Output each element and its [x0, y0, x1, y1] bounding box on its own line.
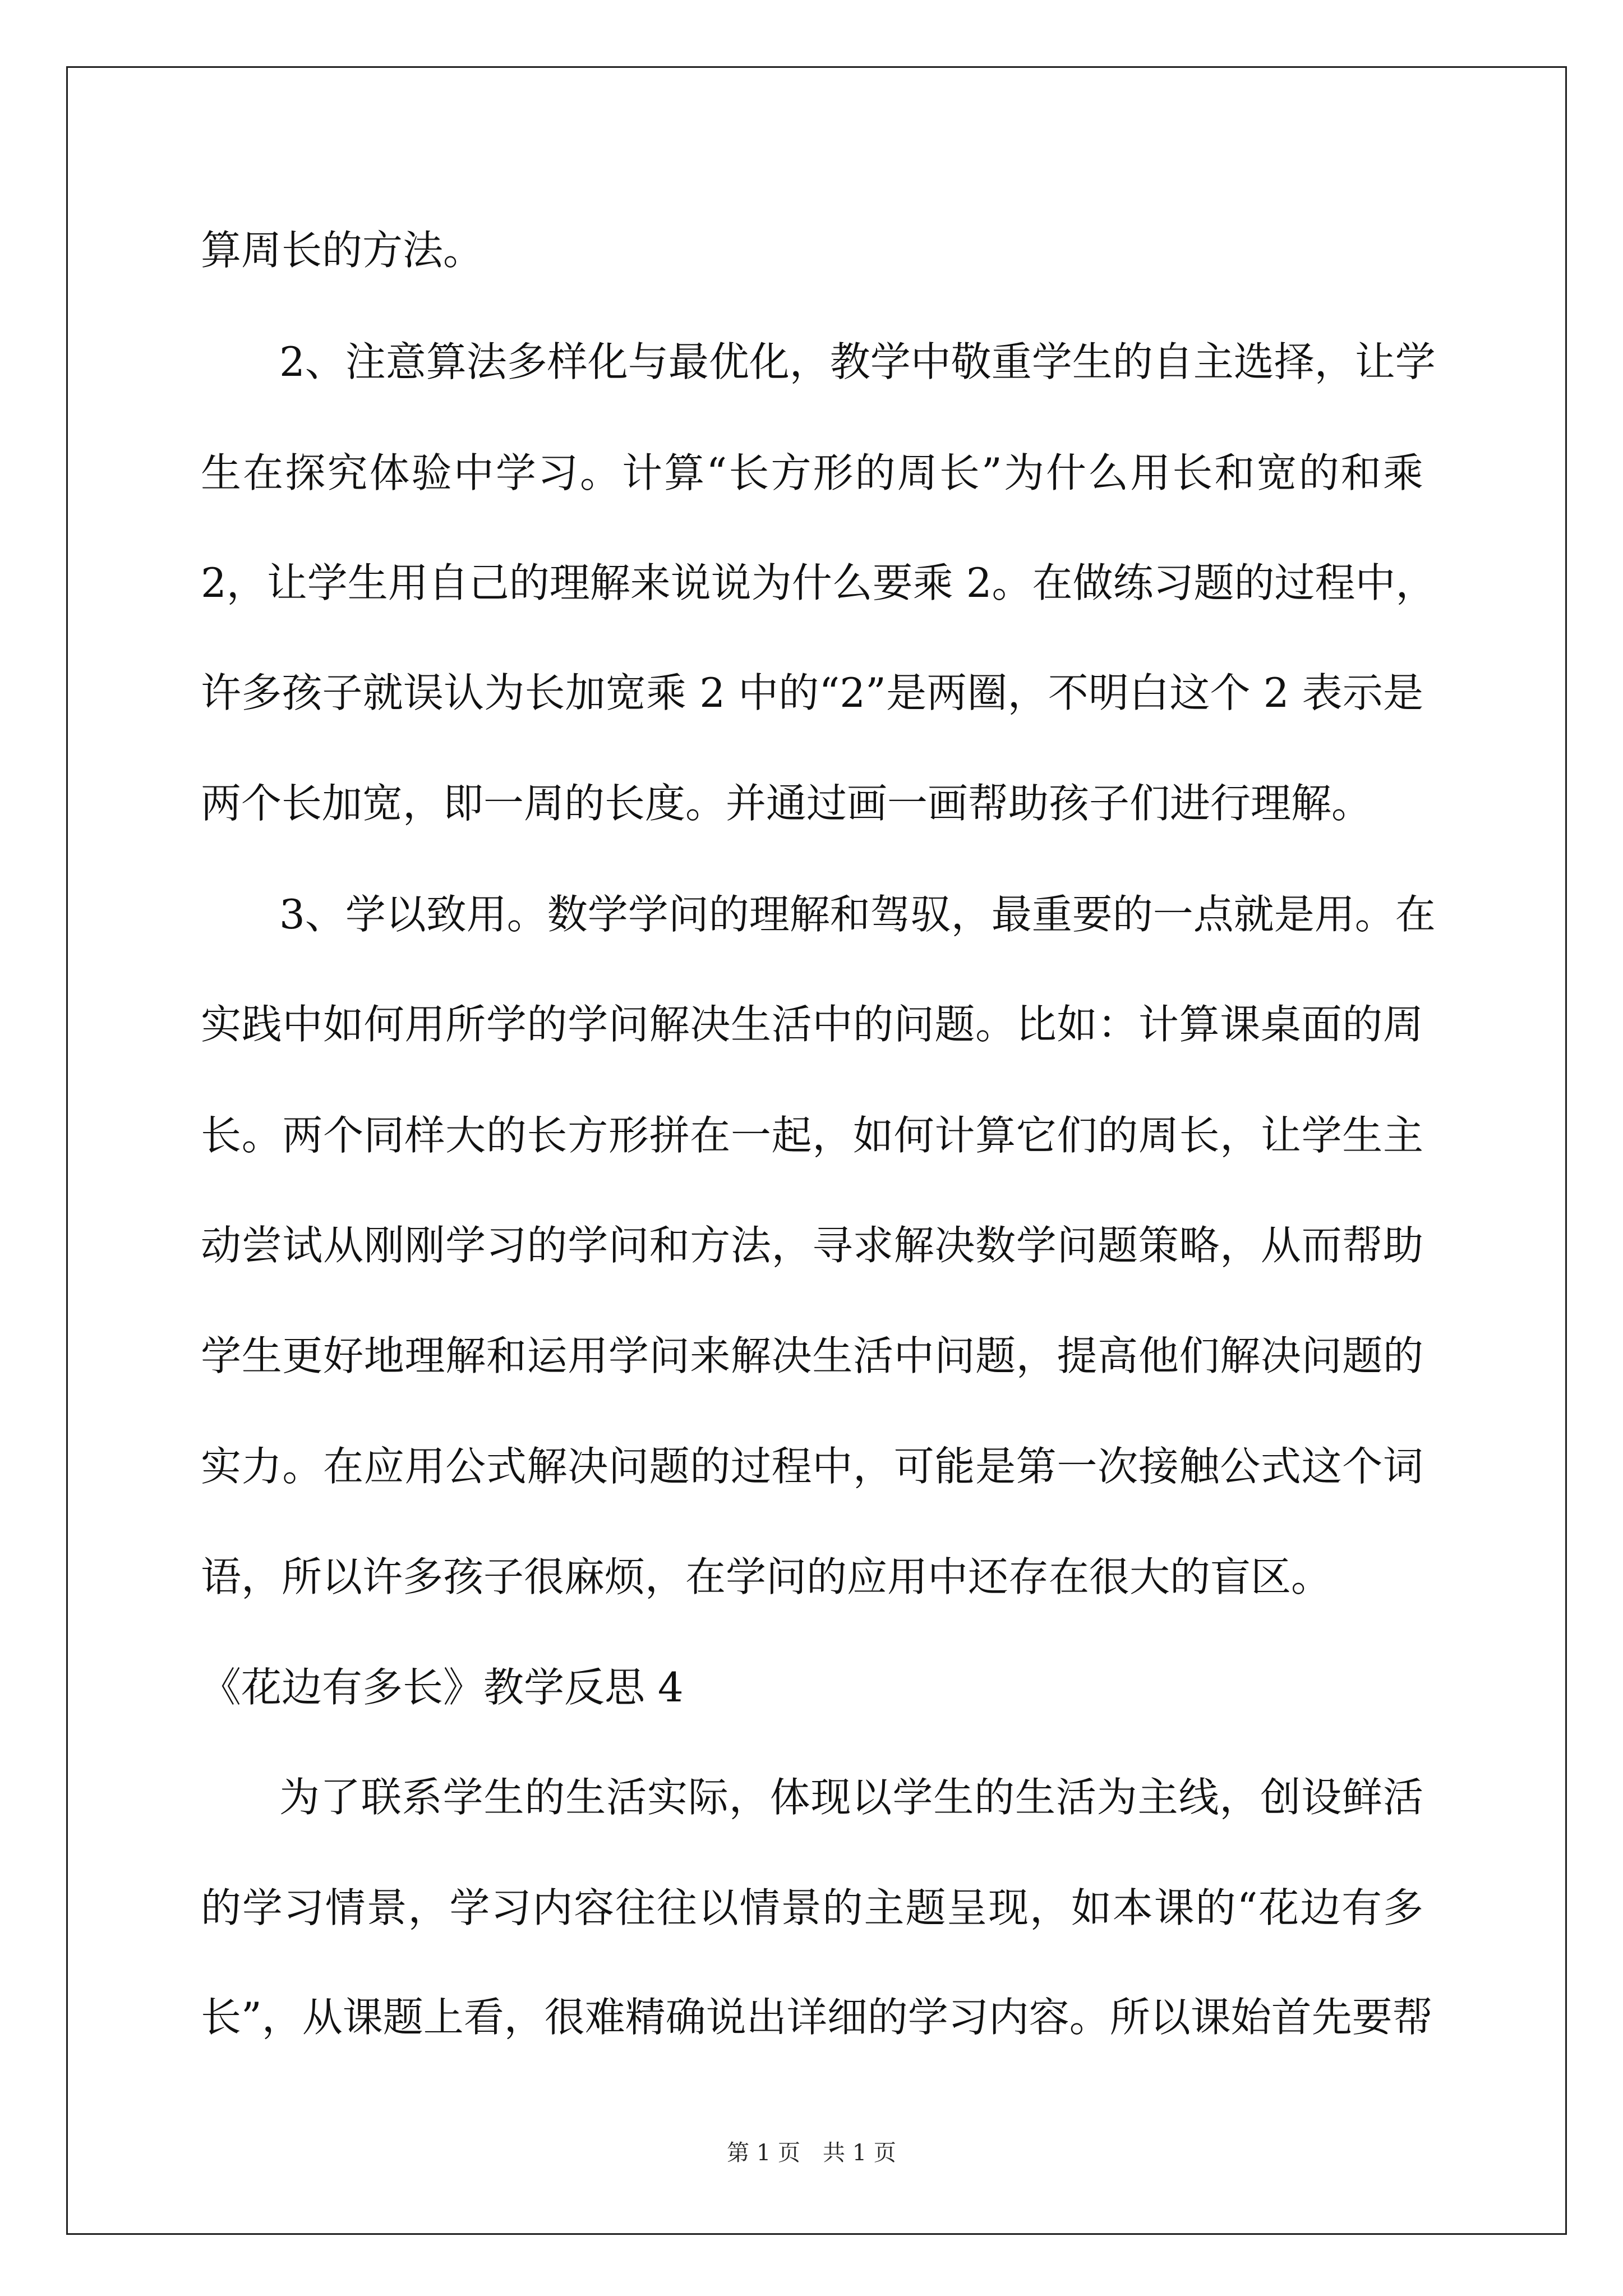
paragraph-line: 2，让学生用自己的理解来说说为什么要乘 2。在做练习题的过程中， — [201, 559, 1436, 606]
section-heading: 《花边有多长》教学反思 4 — [201, 1664, 684, 1711]
paragraph-line: 动尝试从刚刚学习的学问和方法，寻求解决数学问题策略，从而帮助 — [201, 1222, 1423, 1269]
page-number-footer: 第 1 页 共 1 页 — [727, 2140, 896, 2166]
paragraph-line: 长。两个同样大的长方形拼在一起，如何计算它们的周长，让学生主 — [201, 1112, 1423, 1159]
paragraph-line: 2、注意算法多样化与最优化，教学中敬重学生的自主选择，让学 — [279, 338, 1436, 385]
paragraph-line: 生在探究体验中学习。计算“长方形的周长”为什么用长和宽的和乘 — [201, 449, 1423, 496]
paragraph-line: 的学习情景，学习内容往往以情景的主题呈现，如本课的“花边有多 — [201, 1884, 1423, 1931]
paragraph-line: 学生更好地理解和运用学问来解决生活中问题，提高他们解决问题的 — [201, 1332, 1423, 1379]
paragraph-line: 语，所以许多孩子很麻烦，在学问的应用中还存在很大的盲区。 — [201, 1553, 1332, 1600]
paragraph-line: 算周长的方法。 — [201, 227, 484, 274]
paragraph-line: 为了联系学生的生活实际，体现以学生的生活为主线，创设鲜活 — [279, 1774, 1423, 1821]
paragraph-line: 3、学以致用。数学学问的理解和驾驭，最重要的一点就是用。在 — [279, 891, 1436, 938]
paragraph-line: 两个长加宽，即一周的长度。并通过画一画帮助孩子们进行理解。 — [201, 780, 1372, 827]
paragraph-line: 实力。在应用公式解决问题的过程中，可能是第一次接触公式这个词 — [201, 1443, 1423, 1490]
paragraph-line: 许多孩子就误认为长加宽乘 2 中的“2”是两圈，不明白这个 2 表示是 — [201, 669, 1423, 716]
paragraph-line: 实践中如何用所学的学问解决生活中的问题。比如：计算课桌面的周 — [201, 1001, 1423, 1048]
paragraph-line: 长”，从课题上看，很难精确说出详细的学习内容。所以课始首先要帮 — [201, 1994, 1433, 2041]
